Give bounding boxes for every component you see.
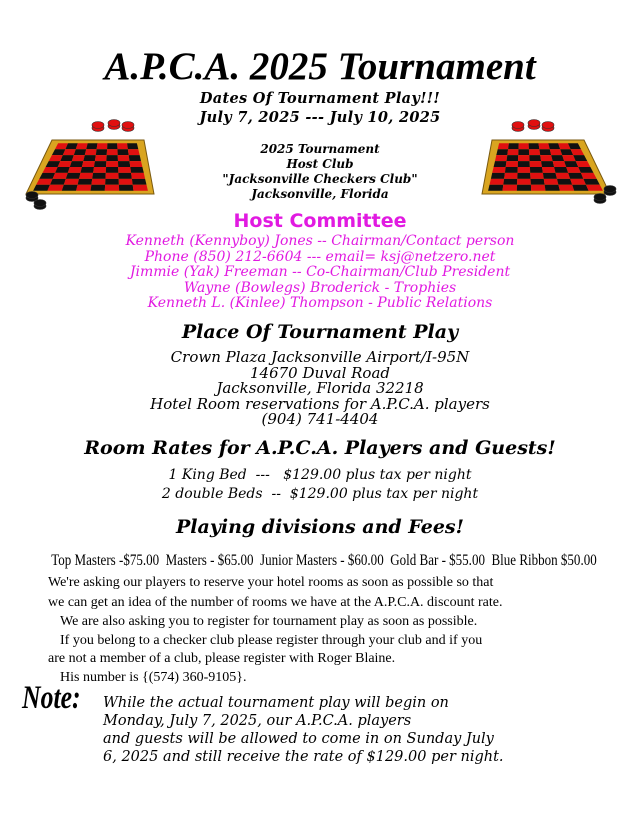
paragraph-line: If you belong to a checker club please register through your club and if you bbox=[60, 633, 483, 648]
paragraph-line: are not a member of a club, please register with Roger Blaine. bbox=[48, 651, 396, 666]
committee-line: Kenneth L. (Kinlee) Thompson - Public Relations bbox=[147, 295, 493, 311]
place-line: 14670 Duval Road bbox=[249, 363, 391, 382]
paragraph-line: His number is {(574) 360-9105}. bbox=[60, 670, 247, 685]
note-line: and guests will be allowed to come in on Sunday July bbox=[103, 731, 494, 747]
host-club-name: "Jacksonville Checkers Club" bbox=[222, 172, 418, 186]
paragraph-line: We're asking our players to reserve your hotel rooms as soon as possible so that bbox=[48, 575, 494, 590]
note-line: 6, 2025 and still receive the rate of $129.00 per night. bbox=[103, 749, 504, 765]
committee-heading: Host Committee bbox=[233, 210, 407, 232]
committee-line: Phone (850) 212-6604 --- email= ksj@netzero.net bbox=[144, 248, 496, 265]
divisions-heading: Playing divisions and Fees! bbox=[176, 516, 464, 538]
committee-line: Jimmie (Yak) Freeman -- Co-Chairman/Club President bbox=[129, 264, 511, 280]
host-club-city: Jacksonville, Florida bbox=[251, 187, 389, 201]
rates-heading: Room Rates for A.P.C.A. Players and Guests! bbox=[84, 437, 556, 459]
place-heading: Place Of Tournament Play bbox=[181, 321, 459, 343]
paragraph-line: we can get an idea of the number of rooms we have at the A.P.C.A. discount rate. bbox=[48, 595, 503, 610]
committee-line: Wayne (Bowlegs) Broderick - Trophies bbox=[183, 279, 457, 296]
host-club-line-2: Host Club bbox=[286, 157, 354, 171]
note-line: Monday, July 7, 2025, our A.P.C.A. players bbox=[103, 713, 412, 729]
dates-heading: Dates Of Tournament Play!!! bbox=[199, 90, 441, 107]
committee-line: Kenneth (Kennyboy) Jones -- Chairman/Contact person bbox=[125, 233, 515, 249]
place-phone: (904) 741-4404 bbox=[261, 410, 379, 428]
page-title: A.P.C.A. 2025 Tournament bbox=[104, 45, 536, 88]
divisions-fees: Top Masters -$75.00 Masters - $65.00 Junior Masters - $60.00 Gold Bar - $55.00 Blue Ribbon $50.00 bbox=[51, 552, 597, 569]
host-club-line-1: 2025 Tournament bbox=[260, 142, 380, 156]
note-label: Note: bbox=[22, 680, 81, 716]
paragraph-line: We are also asking you to register for tournament play as soon as possible. bbox=[60, 614, 478, 629]
place-line: Jacksonville, Florida 32218 bbox=[216, 379, 424, 397]
place-line: Crown Plaza Jacksonville Airport/I-95N bbox=[170, 348, 470, 366]
rate-line: 1 King Bed --- $129.00 plus tax per night bbox=[168, 467, 472, 483]
rate-line: 2 double Beds -- $129.00 plus tax per night bbox=[161, 486, 479, 502]
note-line: While the actual tournament play will begin on bbox=[103, 695, 449, 711]
dates-range: July 7, 2025 --- July 10, 2025 bbox=[199, 109, 441, 126]
place-line: Hotel Room reservations for A.P.C.A. players bbox=[150, 394, 490, 413]
